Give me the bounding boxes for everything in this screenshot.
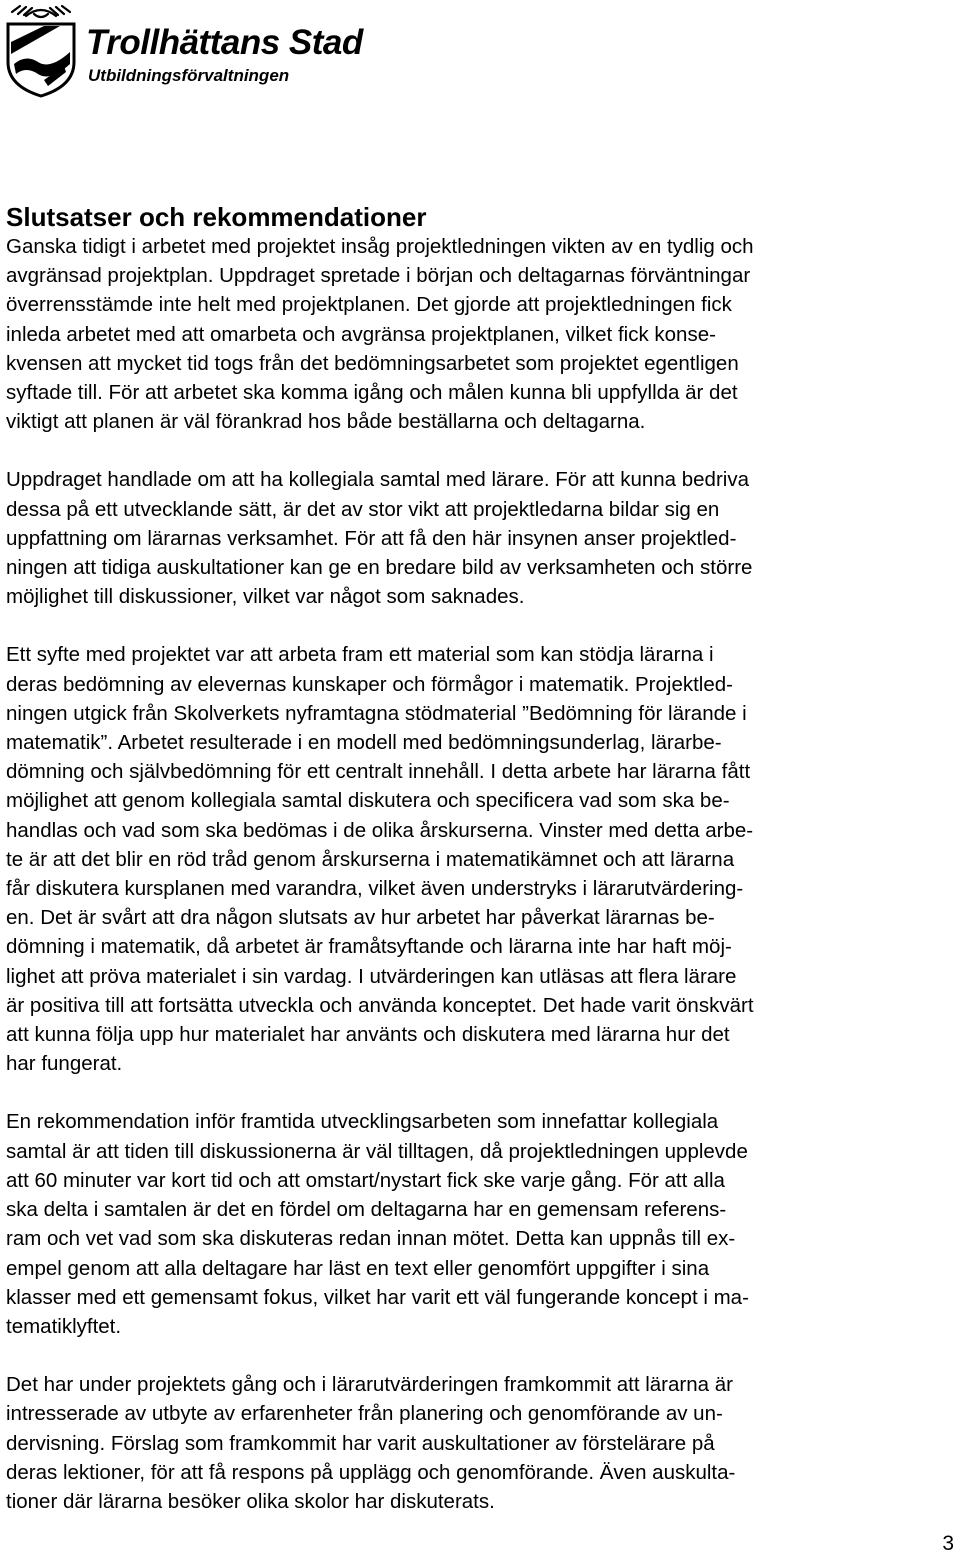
text-line: handlas och vad som ska bedömas i de olika årskurserna. Vinster med detta arbe- (6, 818, 754, 842)
text-line: uppfattning om lärarnas verksamhet. För att få den här insynen anser projektled- (6, 526, 737, 550)
text-line: empel genom att alla deltagare har läst en text eller genomfört uppgifter i sina (6, 1256, 710, 1280)
text-line: ska delta i samtalen är det en fördel om deltagarna har en gemensam referens- (6, 1198, 727, 1222)
text-line: Det har under projektets gång och i lärarutvärderingen framkommit att lärarna är (6, 1373, 733, 1397)
paragraph-5 (6, 1370, 930, 1516)
text-line: att 60 minuter var kort tid och att omstart/nystart fick ske varje gång. För att alla (6, 1168, 725, 1192)
text-line: lighet att pröva materialet i sin vardag. I utvärderingen kan utläsas att flera lärare (6, 964, 737, 988)
text-line: är positiva till att fortsätta utveckla och använda konceptet. Det hade varit önskvärt (6, 993, 754, 1017)
text-line: te är att det blir en röd tråd genom årskurserna i matematikämnet och att lärarna (6, 847, 735, 871)
page-number: 3 (942, 1532, 954, 1555)
text-line: har fungerat. (6, 1052, 123, 1076)
paragraph-spacer (6, 1341, 930, 1370)
text-line: tioner där lärarna besöker olika skolor har diskuterats. (6, 1489, 495, 1513)
text-line: ningen utgick från Skolverkets nyframtagna stödmaterial ”Bedömning för lärande i (6, 701, 747, 725)
text-line: Ganska tidigt i arbetet med projektet insåg projektledningen vikten av en tydlig och (6, 235, 754, 258)
text-line: intresserade av utbyte av erfarenheter från planering och genomförande av un- (6, 1402, 723, 1426)
text-line: Ett syfte med projektet var att arbeta fram ett material som kan stödja lärarna i (6, 643, 714, 667)
paragraph-spacer (6, 436, 930, 465)
text-line: matematik”. Arbetet resulterade i en modell med bedömningsunderlag, lärarbe- (6, 731, 722, 755)
text-line: samtal är att tiden till diskussionerna är väl tilltagen, då projektledningen upplevde (6, 1139, 748, 1163)
coat-of-arms-icon (4, 2, 78, 98)
paragraph-spacer (6, 611, 930, 640)
text-line: möjlighet till diskussioner, vilket var något som saknades. (6, 585, 525, 609)
text-line: ningen att tidiga auskultationer kan ge en bredare bild av verksamheten och större (6, 556, 753, 580)
page-header (4, 2, 424, 98)
text-line: dervisning. Förslag som framkommit har varit auskultationer av förstelärare på (6, 1431, 715, 1455)
text-line: en. Det är svårt att dra någon slutsats av hur arbetet har påverkat lärarnas be- (6, 906, 715, 930)
paragraph-1 (6, 232, 930, 436)
text-line: kvensen att mycket tid togs från det bedömningsarbetet som projektet egentligen (6, 351, 739, 375)
text-line: avgränsad projektplan. Uppdraget spretade i början och deltagarnas förväntningar (6, 264, 751, 288)
section-heading: Slutsatser och rekommendationer (6, 202, 427, 232)
department-name: Utbildningsförvaltningen (88, 66, 290, 85)
text-line: deras lektioner, för att få respons på upplägg och genomförande. Även auskulta- (6, 1460, 736, 1484)
text-line: dessa på ett utvecklande sätt, är det av stor vikt att projektledarna bildar sig en (6, 497, 720, 521)
paragraph-spacer (6, 1078, 930, 1107)
text-line: En rekommendation inför framtida utvecklingsarbeten som innefattar kollegiala (6, 1110, 719, 1134)
text-line: Uppdraget handlade om att ha kollegiala samtal med lärare. För att kunna bedriva (6, 468, 749, 492)
text-line: viktigt att planen är väl förankrad hos både beställarna och deltagarna. (6, 410, 646, 434)
text-line: att kunna följa upp hur materialet har använts och diskutera med lärarna hur det (6, 1023, 730, 1047)
paragraph-3 (6, 640, 930, 1078)
text-line: deras bedömning av elevernas kunskaper och förmågor i matematik. Projektled- (6, 672, 733, 696)
text-line: inleda arbetet med att omarbeta och avgränsa projektplanen, vilket fick konse- (6, 322, 716, 346)
text-line: får diskutera kursplanen med varandra, vilket även understryks i lärarutvärdering- (6, 877, 744, 901)
paragraph-2 (6, 465, 930, 611)
document-body (6, 202, 930, 1516)
text-line: möjlighet att genom kollegiala samtal diskutera och specificera vad som ska be- (6, 789, 730, 813)
text-line: ram och vet vad som ska diskuteras redan innan mötet. Detta kan uppnås till ex- (6, 1227, 736, 1251)
text-line: dömning och självbedömning för ett centralt innehåll. I detta arbete har lärarna fått (6, 760, 751, 784)
text-line: överrensstämde inte helt med projektplanen. Det gjorde att projektledningen fick (6, 293, 732, 317)
text-line: syftade till. För att arbetet ska komma igång och målen kunna bli uppfyllda är det (6, 381, 738, 405)
paragraph-4 (6, 1107, 930, 1341)
organization-name: Trollhättans Stad (86, 23, 363, 62)
text-line: klasser med ett gemensamt fokus, vilket har varit ett väl fungerande koncept i ma- (6, 1285, 749, 1309)
text-line: tematiklyftet. (6, 1314, 122, 1338)
text-line: dömning i matematik, då arbetet är framåtsyftande och lärarna inte har haft möj- (6, 935, 732, 959)
